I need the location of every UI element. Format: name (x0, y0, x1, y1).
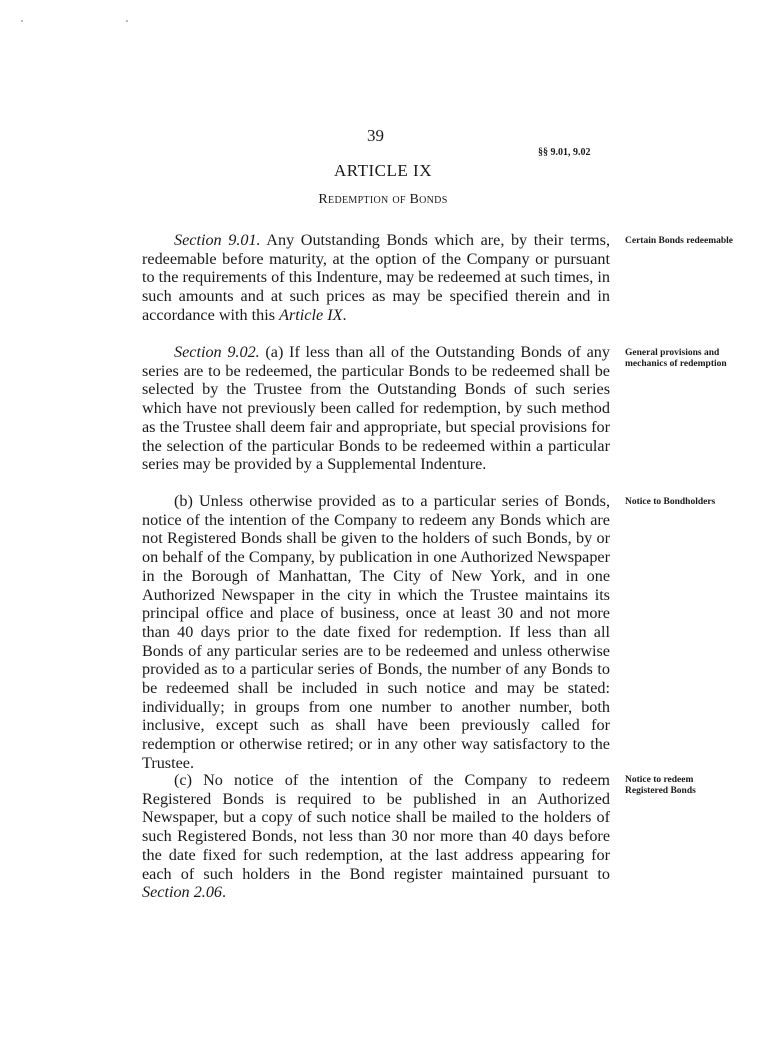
margin-note-general-provisions: General provisions and mechanics of redemption (625, 348, 727, 369)
section-label: Section 9.02. (174, 343, 260, 361)
article-subtitle (0, 192, 770, 208)
scan-speck (126, 20, 128, 22)
paragraph-tail: . (342, 305, 347, 324)
section-9-02b-paragraph: (b) Unless otherwise provided as to a particular series of Bonds, notice of the intention of the Company to redeem any Bonds which are not Registered Bonds shall be given to the holders of such Bonds, by or on behalf of the Company, by publication in one Authorized Newspaper in the Borough of Manhattan, The City of New York, and in one Authorized Newspaper in the city in which the Trustee maintains its principal office and place of business, once at least 30 and not more than 40 days prior to the date fixed for redemption. If less than all Bonds of any particular series are to be redeemed and unless otherwise provided as to a particular series of Bonds, the number of any Bonds to be redeemed shall be included in such notice and may be stated: individually; in groups from one number to another number, both inclusive, except such as shall have been previously called for redemption or otherwise retired; or in any other way satisfactory to the Trustee. (142, 492, 610, 772)
paragraph-text: (c) No notice of the intention of the Company to redeem Registered Bonds is required to be published in an Authorized Newspaper, but a copy of such notice shall be mailed to the holders of such Registered Bonds, not less than 30 nor more than 40 days before the date fixed for such redemption, at the last address appearing for each of such holders in the Bond register maintained pursuant to (142, 771, 610, 883)
margin-note-notice-to-bondholders: Notice to Bondholders (625, 497, 716, 507)
scan-speck (21, 20, 23, 22)
section-9-02c-paragraph (142, 771, 610, 902)
margin-note-notice-registered-bonds: Notice to redeem Registered Bonds (625, 775, 696, 796)
page-number: 39 (367, 126, 384, 145)
article-title (0, 161, 770, 181)
section-reference: §§ 9.01, 9.02 (538, 147, 591, 158)
article-subtitle-text: Redemption of Bonds (318, 192, 448, 207)
section-9-01-paragraph (142, 231, 610, 325)
paragraph-tail: . (222, 883, 227, 902)
section-9-02a-paragraph (142, 343, 610, 474)
paragraph-text: Any Outstanding Bonds which are, by their terms, redeemable before maturity, at the option of the Company or pursuant to the requirements of this Indenture, may be redeemed at such times, in such amounts and at such prices as may be specified therein and in accordance with this (142, 231, 610, 324)
section-label: Section 9.01. (174, 231, 261, 249)
cross-reference: Section 2.06 (142, 883, 223, 902)
cross-reference: Article IX (279, 305, 343, 324)
paragraph-text: (a) If less than all of the Outstanding Bonds of any series are to be redeemed, the particular Bonds to be redeemed shall be selected by the Trustee from the Outstanding Bonds of such series which have not previously been called for redemption, by such method as the Trustee shall deem fair and appropriate, but special provisions for the selection of the particular Bonds to be redeemed within a particular series may be provided by a Supplemental Indenture. (142, 343, 610, 474)
article-title-text: ARTICLE IX (334, 161, 432, 180)
margin-note-certain-bonds-redeemable: Certain Bonds redeemable (625, 236, 734, 246)
